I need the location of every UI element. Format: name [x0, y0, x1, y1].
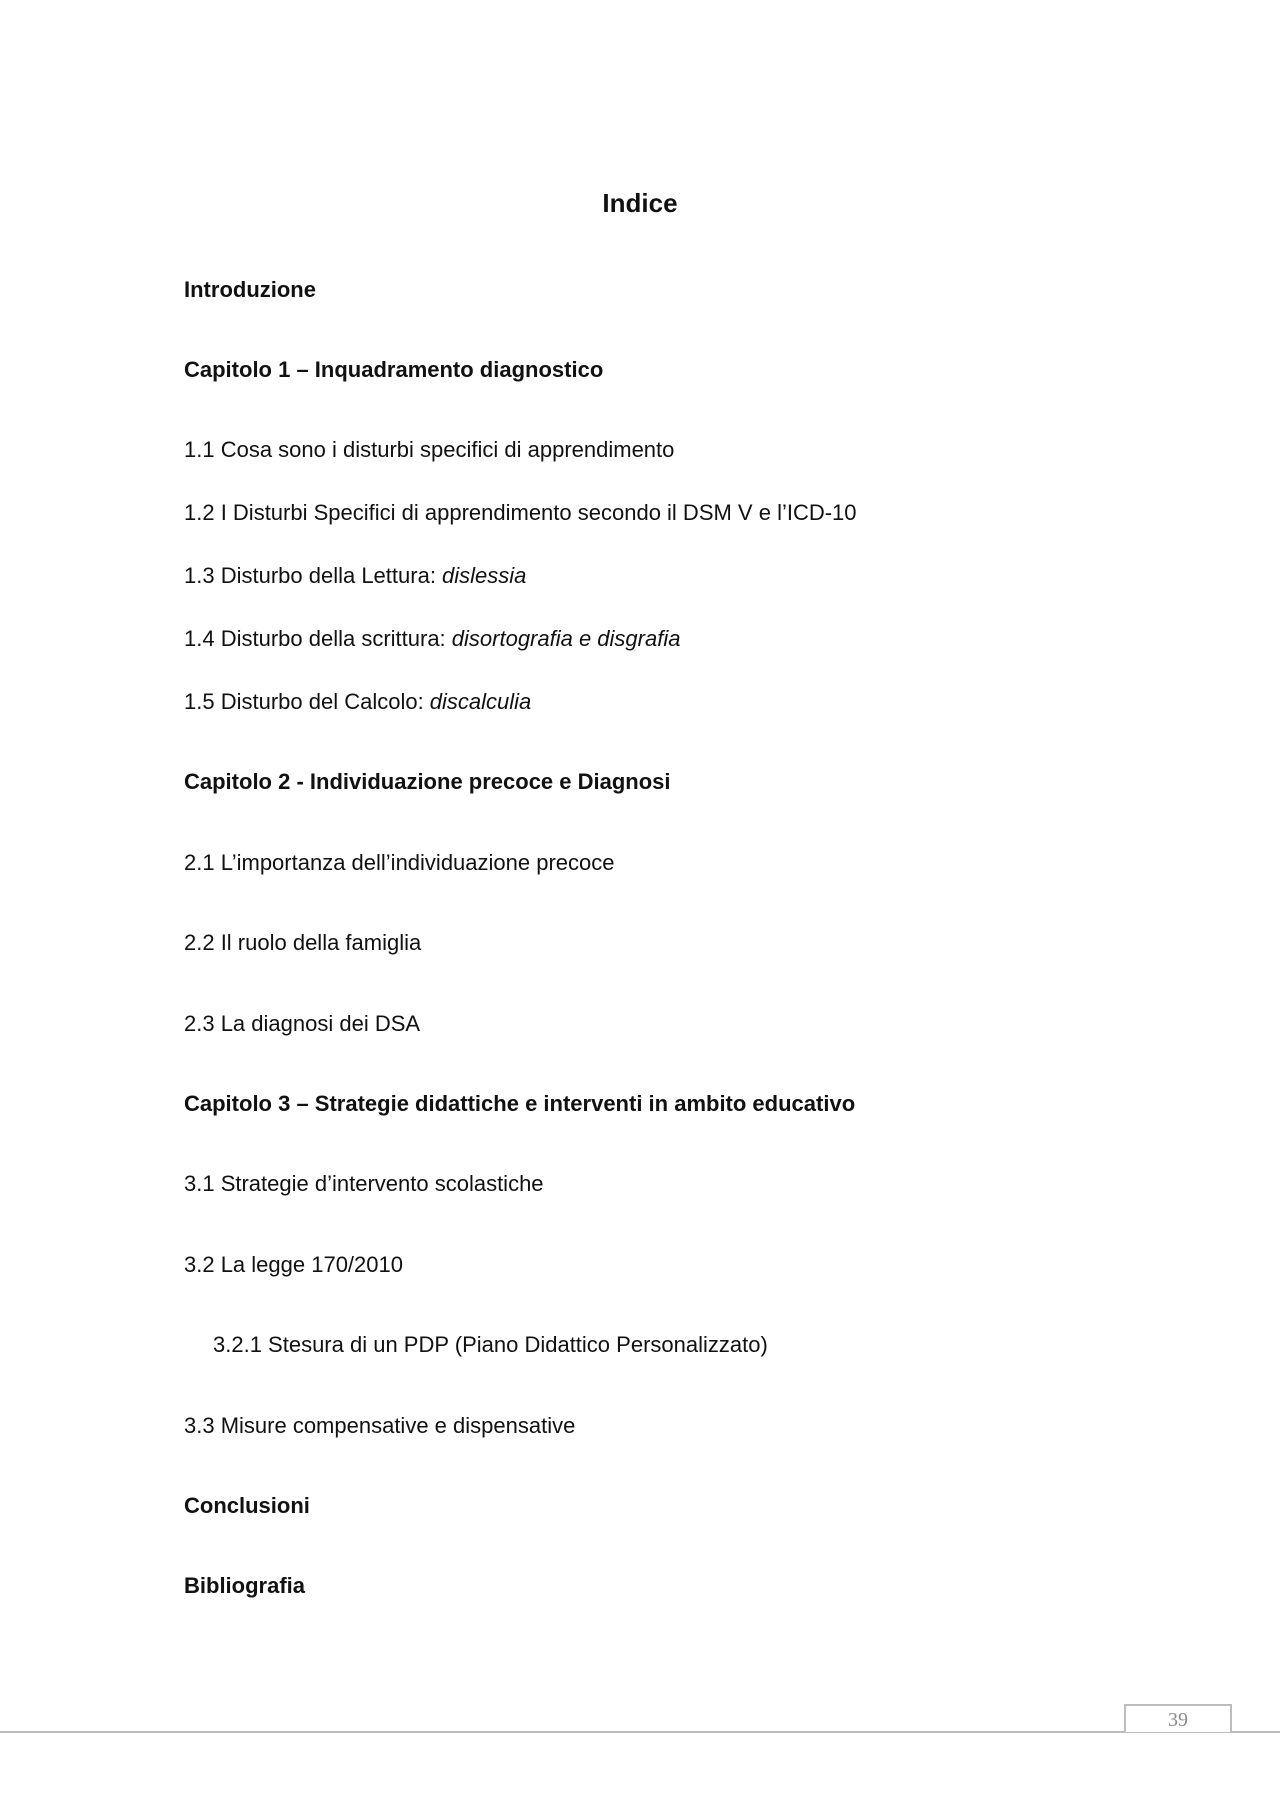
toc-entry-2-2[interactable]: 2.2 Il ruolo della famiglia	[184, 930, 422, 955]
table-of-contents	[184, 0, 1184, 1811]
toc-entry-chapter-2[interactable]: Capitolo 2 - Individuazione precoce e Diagnosi	[184, 769, 671, 794]
toc-entry-chapter-1[interactable]: Capitolo 1 – Inquadramento diagnostico	[184, 357, 604, 382]
toc-entry-1-2[interactable]: 1.2 I Disturbi Specifici di apprendimento secondo il DSM V e l’ICD-10	[184, 500, 857, 525]
toc-entry-1-4-label: 1.4 Disturbo della scrittura:	[184, 626, 452, 651]
toc-entry-chapter-3[interactable]: Capitolo 3 – Strategie didattiche e interventi in ambito educativo	[184, 1091, 856, 1116]
toc-entry-2-3[interactable]: 2.3 La diagnosi dei DSA	[184, 1011, 421, 1036]
toc-entry-conclusions[interactable]: Conclusioni	[184, 1493, 310, 1518]
toc-entry-3-2[interactable]: 3.2 La legge 170/2010	[184, 1252, 403, 1277]
page-number: 39	[1168, 1709, 1188, 1731]
toc-entry-1-5[interactable]	[184, 687, 531, 717]
toc-entry-1-1[interactable]: 1.1 Cosa sono i disturbi specifici di apprendimento	[184, 437, 675, 462]
toc-entry-1-3-label: 1.3 Disturbo della Lettura:	[184, 563, 443, 588]
toc-entry-3-3[interactable]: 3.3 Misure compensative e dispensative	[184, 1413, 576, 1438]
toc-entry-1-3[interactable]	[184, 561, 526, 591]
toc-entry-introduction[interactable]: Introduzione	[184, 277, 316, 302]
toc-entry-2-1[interactable]: 2.1 L’importanza dell’individuazione precoce	[184, 850, 615, 875]
toc-entry-1-5-label: 1.5 Disturbo del Calcolo:	[184, 689, 430, 714]
footer-rule	[0, 1731, 1280, 1733]
toc-entry-bibliography[interactable]: Bibliografia	[184, 1573, 306, 1598]
toc-entry-1-3-term: dislessia	[442, 563, 527, 588]
toc-entry-1-4-term: disortografia e disgrafia	[451, 626, 681, 651]
page-title: Indice	[602, 188, 678, 218]
toc-entry-1-4[interactable]	[184, 624, 680, 654]
toc-entry-1-5-term: discalculia	[429, 689, 532, 714]
toc-entry-3-1[interactable]: 3.1 Strategie d’intervento scolastiche	[184, 1171, 544, 1196]
toc-entry-3-2-1[interactable]: 3.2.1 Stesura di un PDP (Piano Didattico Personalizzato)	[213, 1332, 768, 1357]
